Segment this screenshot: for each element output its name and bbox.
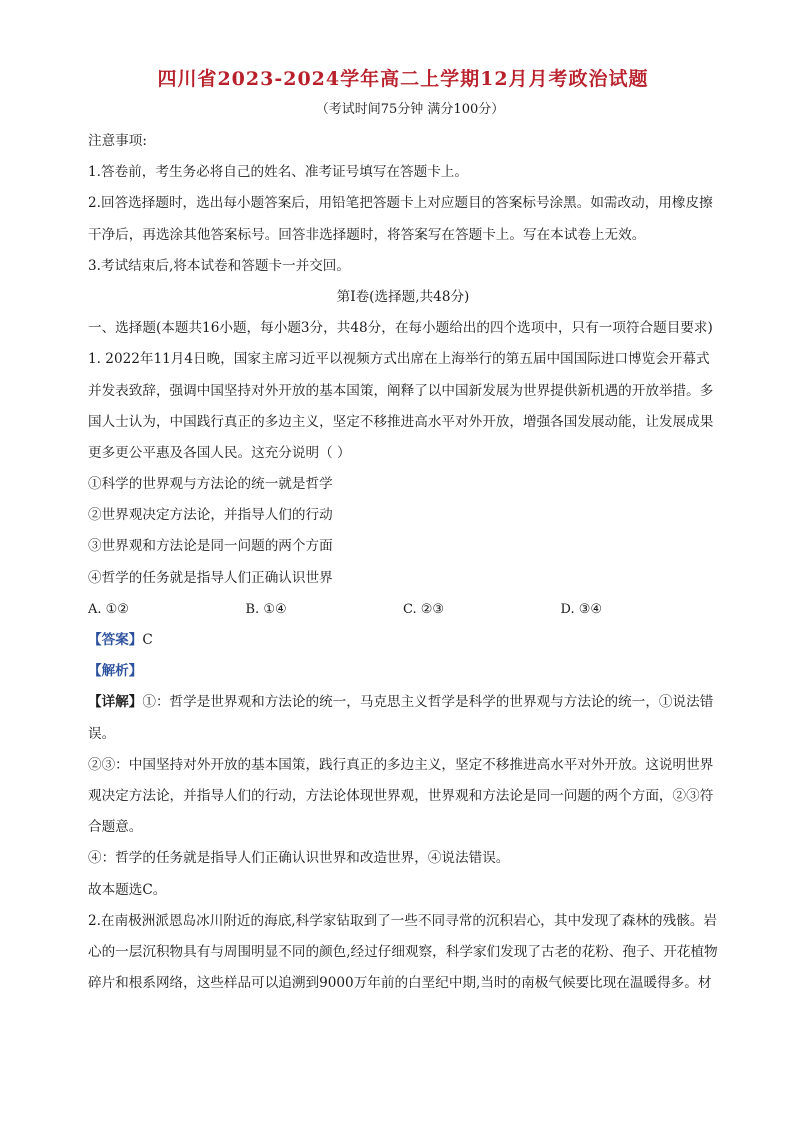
notice-item: 1.答卷前，考生务必将自己的姓名、准考证号填写在答题卡上。 <box>88 164 468 181</box>
option-b: B. ①④ <box>245 601 287 617</box>
notice-heading: 注意事项: <box>88 133 147 149</box>
option-c: C. ②③ <box>403 601 445 617</box>
question-stem-line: 并发表致辞，强调中国坚持对外开放的基本国策，阐释了以中国新发展为世界提供新机遇的开放举措。多 <box>88 382 714 399</box>
notice-item: 干净后，再选涂其他答案标号。回答非选择题时，将答案写在答题卡上。写在本试卷上无效。 <box>88 226 646 243</box>
statement: ②世界观决定方法论，并指导人们的行动 <box>88 507 333 524</box>
question-stem-line: 国人士认为，中国践行真正的多边主义，坚定不移推进高水平对外开放，增强各国发展动能，让发展成果 <box>88 413 714 430</box>
question-stem-line: 更多更公平惠及各国人民。这充分说明（ ） <box>88 444 351 461</box>
statement: ③世界观和方法论是同一问题的两个方面 <box>88 538 333 555</box>
analysis-tag: 【解析】 <box>88 663 143 680</box>
question-stem-line: 碎片和根系网络，这些样品可以追溯到9000万年前的白垩纪中期,当时的南极气候要比现在温暖得多。材 <box>88 975 712 992</box>
detail-line: 合题意。 <box>88 819 143 836</box>
answer-options <box>88 594 718 625</box>
detail-line: ②③：中国坚持对外开放的基本国策，践行真正的多边主义，坚定不移推进高水平对外开放。这说明世界 <box>88 756 714 773</box>
detail-line: ④：哲学的任务就是指导人们正确认识世界和改造世界，④说法错误。 <box>88 850 510 867</box>
option-a: A. ①② <box>88 601 129 617</box>
detail-line <box>88 687 718 718</box>
detail-line: 观决定方法论，并指导人们的行动，方法论体现世界观，世界观和方法论是同一问题的两个方面，②③符 <box>88 787 714 804</box>
section-intro: 一、选择题(本题共16小题，每小题3分，共48分，在每小题给出的四个选项中，只有一项符合题目要求) <box>88 320 713 337</box>
notice-item: 3.考试结束后,将本试卷和答题卡一并交回。 <box>88 257 350 274</box>
answer-value: C <box>142 632 153 648</box>
detail-text: ①：哲学是世界观和方法论的统一，马克思主义哲学是科学的世界观与方法论的统一，①说法错 <box>142 694 714 711</box>
notice-item: 2.回答选择题时，选出每小题答案后，用铅笔把答题卡上对应题目的答案标号涂黑。如需改动，用橡皮擦 <box>88 195 713 212</box>
question-stem-line: 心的一层沉积物具有与周围明显不同的颜色,经过仔细观察，科学家们发现了古老的花粉、孢子、开花植物 <box>88 943 718 960</box>
answer-line <box>88 625 718 656</box>
page-title: 四川省2023-2024学年高二上学期12月月考政治试题 <box>157 68 649 90</box>
question-stem-line: 1. 2022年11月4日晚，国家主席习近平以视频方式出席在上海举行的第五届中国国际进口博览会开幕式 <box>88 351 710 368</box>
detail-line: 故本题选C。 <box>88 881 167 898</box>
exam-duration-note: （考试时间75分钟 满分100分） <box>315 102 505 117</box>
detail-tag: 【详解】 <box>88 694 143 711</box>
analysis-line <box>88 656 718 687</box>
option-d: D. ③④ <box>560 601 603 617</box>
detail-line: 误。 <box>88 725 116 742</box>
statement: ④哲学的任务就是指导人们正确认识世界 <box>88 569 333 586</box>
question-stem-line: 2.在南极洲派恩岛冰川附近的海底,科学家钻取到了一些不同寻常的沉积岩心，其中发现了森林的残骸。岩 <box>88 912 718 929</box>
statement: ①科学的世界观与方法论的统一就是哲学 <box>88 476 333 493</box>
answer-tag: 【答案】 <box>88 632 143 648</box>
section-title: 第Ⅰ卷(选择题,共48分) <box>336 288 470 305</box>
